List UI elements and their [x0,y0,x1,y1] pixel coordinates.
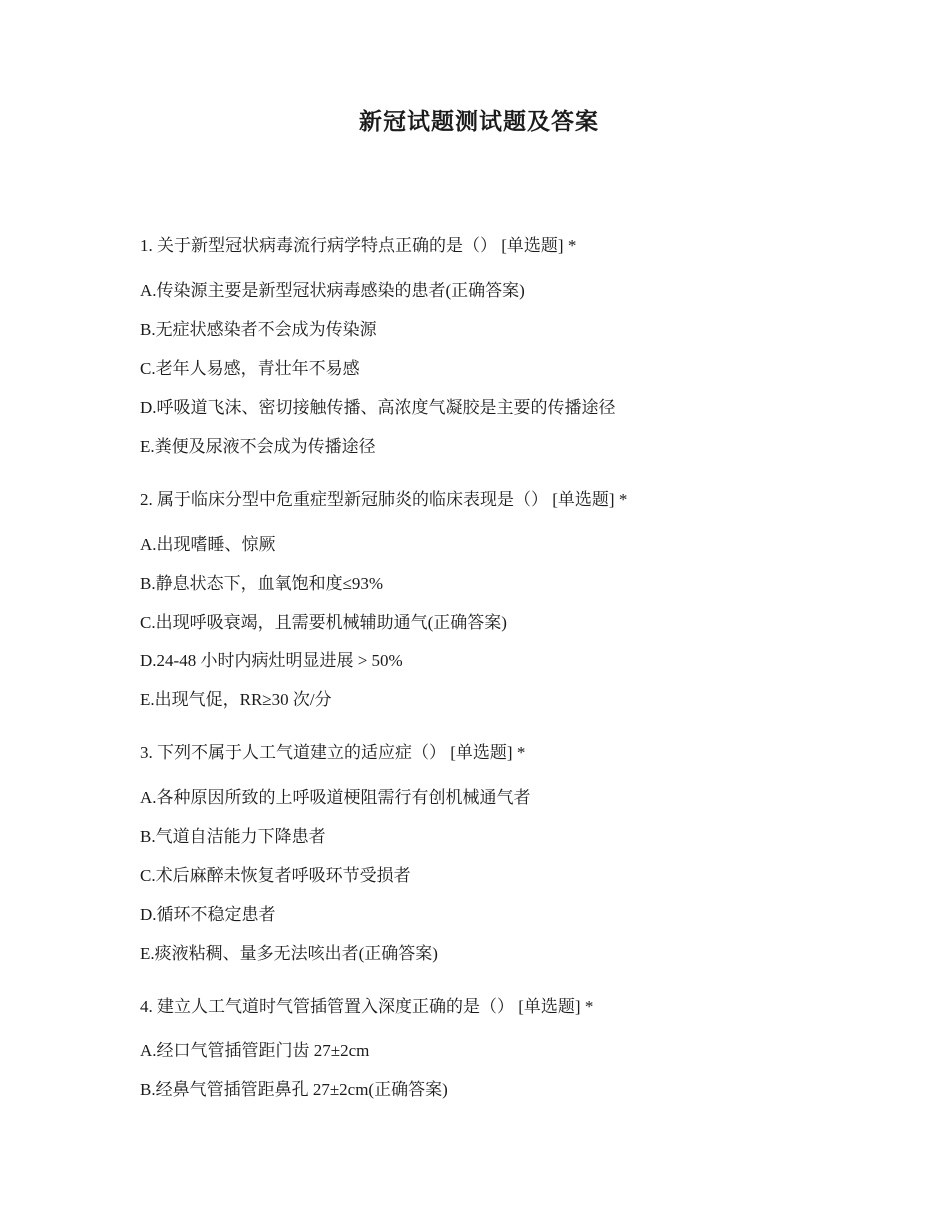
option-text: E.出现气促，RR≥30 次/分 [140,690,332,709]
question-text: 1. 关于新型冠状病毒流行病学特点正确的是（） [单选题] * [140,236,577,255]
option-text: C.术后麻醉未恢复者呼吸环节受损者 [140,866,411,885]
option-line [140,318,860,342]
option-line [140,786,860,810]
option-text: D.呼吸道飞沫、密切接触传播、高浓度气凝胶是主要的传播途径 [140,398,616,417]
question-block [140,995,860,1019]
option-line [140,572,860,596]
option-line [140,533,860,557]
option-text: C.老年人易感，青壮年不易感 [140,359,360,378]
option-line [140,903,860,927]
option-line [140,279,860,303]
option-line [140,435,860,459]
option-text: D.24-48 小时内病灶明显进展 > 50% [140,651,403,670]
question-block [140,741,860,765]
option-text: E.痰液粘稠、量多无法咳出者(正确答案) [140,944,438,963]
question-text: 4. 建立人工气道时气管插管置入深度正确的是（） [单选题] * [140,997,594,1016]
question-block [140,488,860,512]
option-line [140,1039,860,1063]
option-text: B.经鼻气管插管距鼻孔 27±2cm(正确答案) [140,1080,448,1099]
question-block [140,234,860,258]
question-text: 2. 属于临床分型中危重症型新冠肺炎的临床表现是（） [单选题] * [140,490,628,509]
option-line [140,357,860,381]
option-text: A.经口气管插管距门齿 27±2cm [140,1041,370,1060]
option-text: A.传染源主要是新型冠状病毒感染的患者(正确答案) [140,281,525,300]
option-text: B.静息状态下，血氧饱和度≤93% [140,574,384,593]
option-line [140,688,860,712]
document-title: 新冠试题测试题及答案 [359,109,599,134]
option-text: D.循环不稳定患者 [140,905,276,924]
option-text: B.无症状感染者不会成为传染源 [140,320,377,339]
option-line [140,864,860,888]
option-text: A.出现嗜睡、惊厥 [140,535,276,554]
option-text: A.各种原因所致的上呼吸道梗阻需行有创机械通气者 [140,788,531,807]
option-line [140,649,860,673]
option-line [140,1078,860,1102]
question-text: 3. 下列不属于人工气道建立的适应症（） [单选题] * [140,743,526,762]
option-line [140,396,860,420]
option-text: E.粪便及尿液不会成为传播途径 [140,437,376,456]
option-text: B.气道自洁能力下降患者 [140,827,326,846]
option-line [140,825,860,849]
option-text: C.出现呼吸衰竭，且需要机械辅助通气(正确答案) [140,613,507,632]
option-line [140,942,860,966]
option-line [140,611,860,635]
